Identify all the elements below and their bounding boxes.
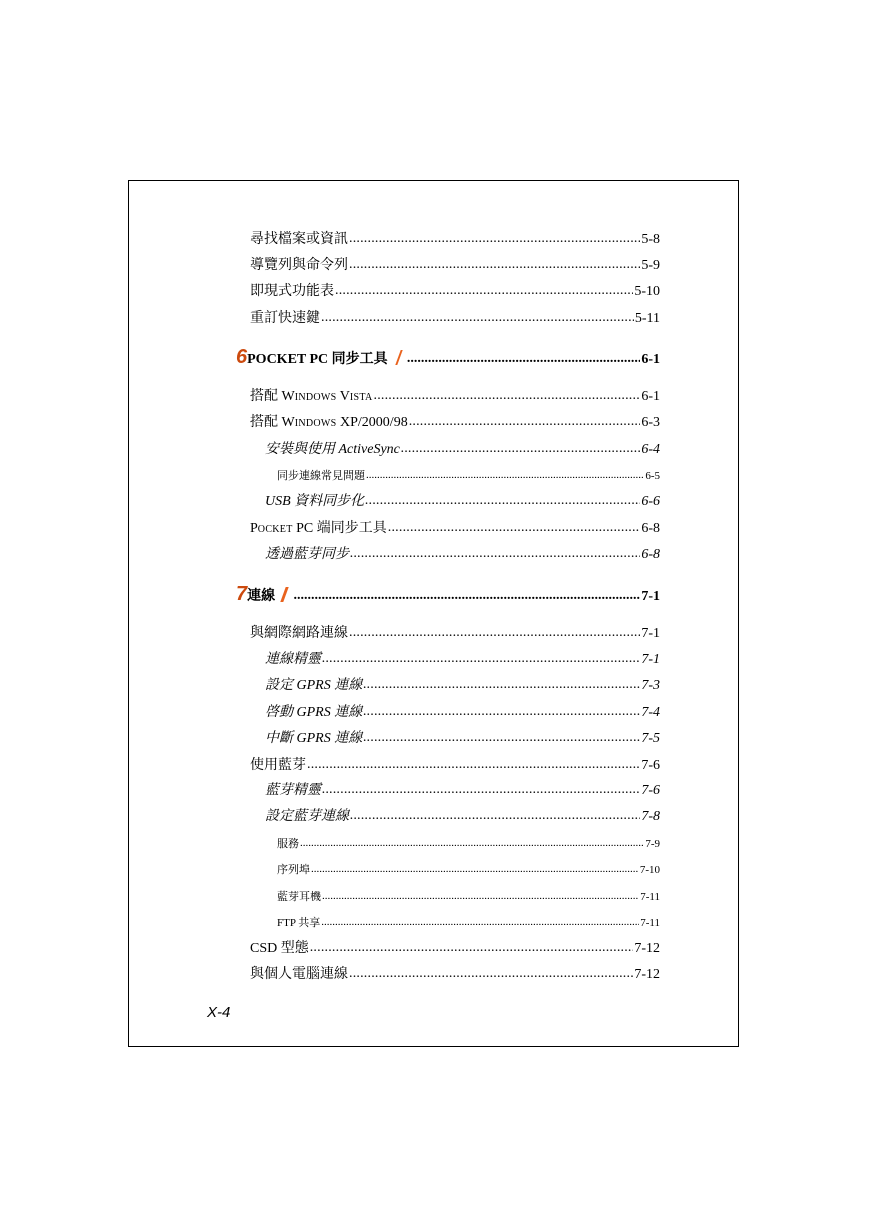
toc-entry[interactable] xyxy=(250,520,660,539)
toc-entry-title: 導覽列與命令列 xyxy=(250,258,348,273)
toc-entry-title: 啓動 GPRS 連線 xyxy=(265,705,363,720)
toc-entry-page: 7-4 xyxy=(641,705,660,720)
toc-entry-title: 連線精靈 xyxy=(265,652,321,667)
toc-entry-title: 與網際網路連線 xyxy=(250,626,348,641)
dot-leader xyxy=(349,230,640,248)
toc-entry-title: 使用藍芽 xyxy=(250,758,306,773)
toc-entry[interactable] xyxy=(250,257,660,275)
chapter-number: 7 xyxy=(236,583,248,605)
toc-entry[interactable] xyxy=(265,677,660,695)
toc-entry[interactable] xyxy=(277,837,660,851)
toc-entry-page: 7-8 xyxy=(641,809,660,824)
dot-leader xyxy=(321,915,639,929)
toc-entry[interactable] xyxy=(250,940,660,958)
toc-entry[interactable] xyxy=(250,625,660,643)
toc-entry-page: 6-3 xyxy=(641,415,660,430)
dot-leader xyxy=(310,939,634,957)
toc-entry-page: 6-8 xyxy=(641,521,660,536)
toc-entry[interactable] xyxy=(250,283,660,301)
toc-entry-page: 7-6 xyxy=(641,783,660,798)
toc-entry-page: 6-5 xyxy=(645,470,660,482)
toc-entry-title: 透過藍芽同步 xyxy=(265,547,349,562)
dot-leader xyxy=(335,282,633,300)
toc-entry-title: 尋找檔案或資訊 xyxy=(250,232,348,247)
toc-entry[interactable] xyxy=(265,704,660,722)
toc-entry-title: 同步連線常見問題 xyxy=(277,470,365,482)
dot-leader xyxy=(350,807,640,825)
dot-leader xyxy=(366,468,644,482)
slash-accent-icon xyxy=(395,350,403,365)
toc-entry-title: 中斷 GPRS 連線 xyxy=(265,731,363,746)
small-caps-initial: W xyxy=(281,389,295,404)
toc-entry-page: 7-10 xyxy=(639,864,660,876)
toc-entry-page: 5-10 xyxy=(634,284,660,299)
toc-entry-page: 6-1 xyxy=(641,389,660,404)
small-caps-initial: P xyxy=(250,521,258,536)
dot-leader xyxy=(322,889,639,903)
dot-leader xyxy=(349,624,640,642)
toc-entry-page: 5-9 xyxy=(641,258,660,273)
toc-entry-title: FTP 共享 xyxy=(277,917,321,929)
dot-leader xyxy=(365,492,640,510)
small-caps-initial: V xyxy=(336,389,350,404)
dot-leader xyxy=(349,965,633,983)
dot-leader xyxy=(407,351,640,367)
toc-entry-title: CSD 型態 xyxy=(250,941,309,956)
dot-leader xyxy=(401,440,640,458)
toc-entry-title: 設定 GPRS 連線 xyxy=(265,678,363,693)
toc-entry-page: 7-12 xyxy=(634,967,660,982)
dot-leader xyxy=(307,756,640,774)
chapter-title: POCKET PC 同步工具 xyxy=(247,352,388,367)
toc-entry-page: 7-5 xyxy=(641,731,660,746)
dot-leader xyxy=(350,545,640,563)
small-caps: INDOWS xyxy=(294,392,337,403)
slash-accent-icon xyxy=(280,587,289,602)
dot-leader xyxy=(363,676,640,694)
toc-entry-title: 藍芽耳機 xyxy=(277,891,321,903)
chapter-page: 7-1 xyxy=(641,589,660,604)
toc-entry-page: 7-11 xyxy=(640,917,660,929)
dot-leader xyxy=(294,588,641,604)
toc-entry[interactable] xyxy=(250,310,660,328)
toc-entry-page: 5-8 xyxy=(641,232,660,247)
toc-entry-title: 重訂快速鍵 xyxy=(250,311,320,326)
toc-entry-page: 6-6 xyxy=(641,494,660,509)
title-rest: XP/2000/98 xyxy=(336,415,408,430)
title-prefix: 搭配 xyxy=(250,389,282,404)
title-rest: PC 端同步工具 xyxy=(292,521,387,536)
toc-entry[interactable] xyxy=(250,388,660,407)
toc-entry-title: USB 資料同步化 xyxy=(265,494,365,509)
toc-entry-page: 7-11 xyxy=(640,891,660,903)
toc-entry[interactable] xyxy=(250,966,660,984)
small-caps-initial: W xyxy=(281,415,295,430)
small-caps: ISTA xyxy=(349,392,373,403)
toc-entry-title: 藍芽精靈 xyxy=(265,783,321,798)
toc-entry[interactable] xyxy=(277,916,660,930)
chapter-page: 6-1 xyxy=(641,352,660,367)
toc-entry-title: 序列埠 xyxy=(277,864,310,876)
toc-entry-page: 7-1 xyxy=(641,626,660,641)
title-prefix: 搭配 xyxy=(250,415,282,430)
dot-leader xyxy=(388,519,641,537)
toc-entry[interactable] xyxy=(265,493,660,511)
toc-entry-page: 7-6 xyxy=(641,758,660,773)
toc-entry[interactable] xyxy=(265,782,660,800)
small-caps: OCKET xyxy=(257,524,293,535)
chapter-title: 連線 xyxy=(247,589,276,604)
toc-entry-page: 7-9 xyxy=(645,838,660,850)
dot-leader xyxy=(374,387,641,405)
toc-entry-title: 與個人電腦連線 xyxy=(250,967,348,982)
dot-leader xyxy=(322,781,640,799)
toc-entry-page: 7-1 xyxy=(641,652,660,667)
chapter-heading-6[interactable] xyxy=(236,346,660,369)
chapter-heading-7[interactable] xyxy=(236,583,660,606)
toc-entry[interactable] xyxy=(277,890,660,904)
toc-entry-title: 服務 xyxy=(277,838,299,850)
dot-leader xyxy=(311,862,639,876)
toc-entry[interactable] xyxy=(265,808,660,826)
toc-entry-title xyxy=(250,520,387,539)
toc-entry-title xyxy=(250,388,373,407)
toc-entry-page: 5-11 xyxy=(634,311,660,326)
toc-entry-title: 安裝與使用 ActiveSync xyxy=(265,442,400,457)
toc-entry[interactable] xyxy=(265,730,660,748)
dot-leader xyxy=(349,256,640,274)
toc-entry-page: 7-3 xyxy=(641,678,660,693)
toc-entry[interactable] xyxy=(265,546,660,564)
dot-leader xyxy=(321,309,634,327)
chapter-number: 6 xyxy=(236,346,248,368)
toc-entry[interactable] xyxy=(265,441,660,459)
toc-entry[interactable] xyxy=(265,651,660,669)
toc-entry-page: 7-12 xyxy=(634,941,660,956)
small-caps: INDOWS xyxy=(294,418,337,429)
toc-entry[interactable] xyxy=(250,414,660,433)
dot-leader xyxy=(322,650,640,668)
toc-entry-page: 6-8 xyxy=(641,547,660,562)
toc-entry-title: 即現式功能表 xyxy=(250,284,334,299)
dot-leader xyxy=(363,729,640,747)
dot-leader xyxy=(363,703,640,721)
dot-leader xyxy=(300,836,644,850)
toc-entry[interactable] xyxy=(277,469,660,483)
toc-entry-title: 設定藍芽連線 xyxy=(265,809,349,824)
dot-leader xyxy=(409,413,641,431)
page-number-footer: X-4 xyxy=(207,1004,231,1021)
toc-entry[interactable] xyxy=(250,757,660,775)
toc-entry-title xyxy=(250,414,408,433)
toc-entry[interactable] xyxy=(277,863,660,877)
toc-entry-page: 6-4 xyxy=(641,442,660,457)
toc-entry[interactable] xyxy=(250,231,660,249)
